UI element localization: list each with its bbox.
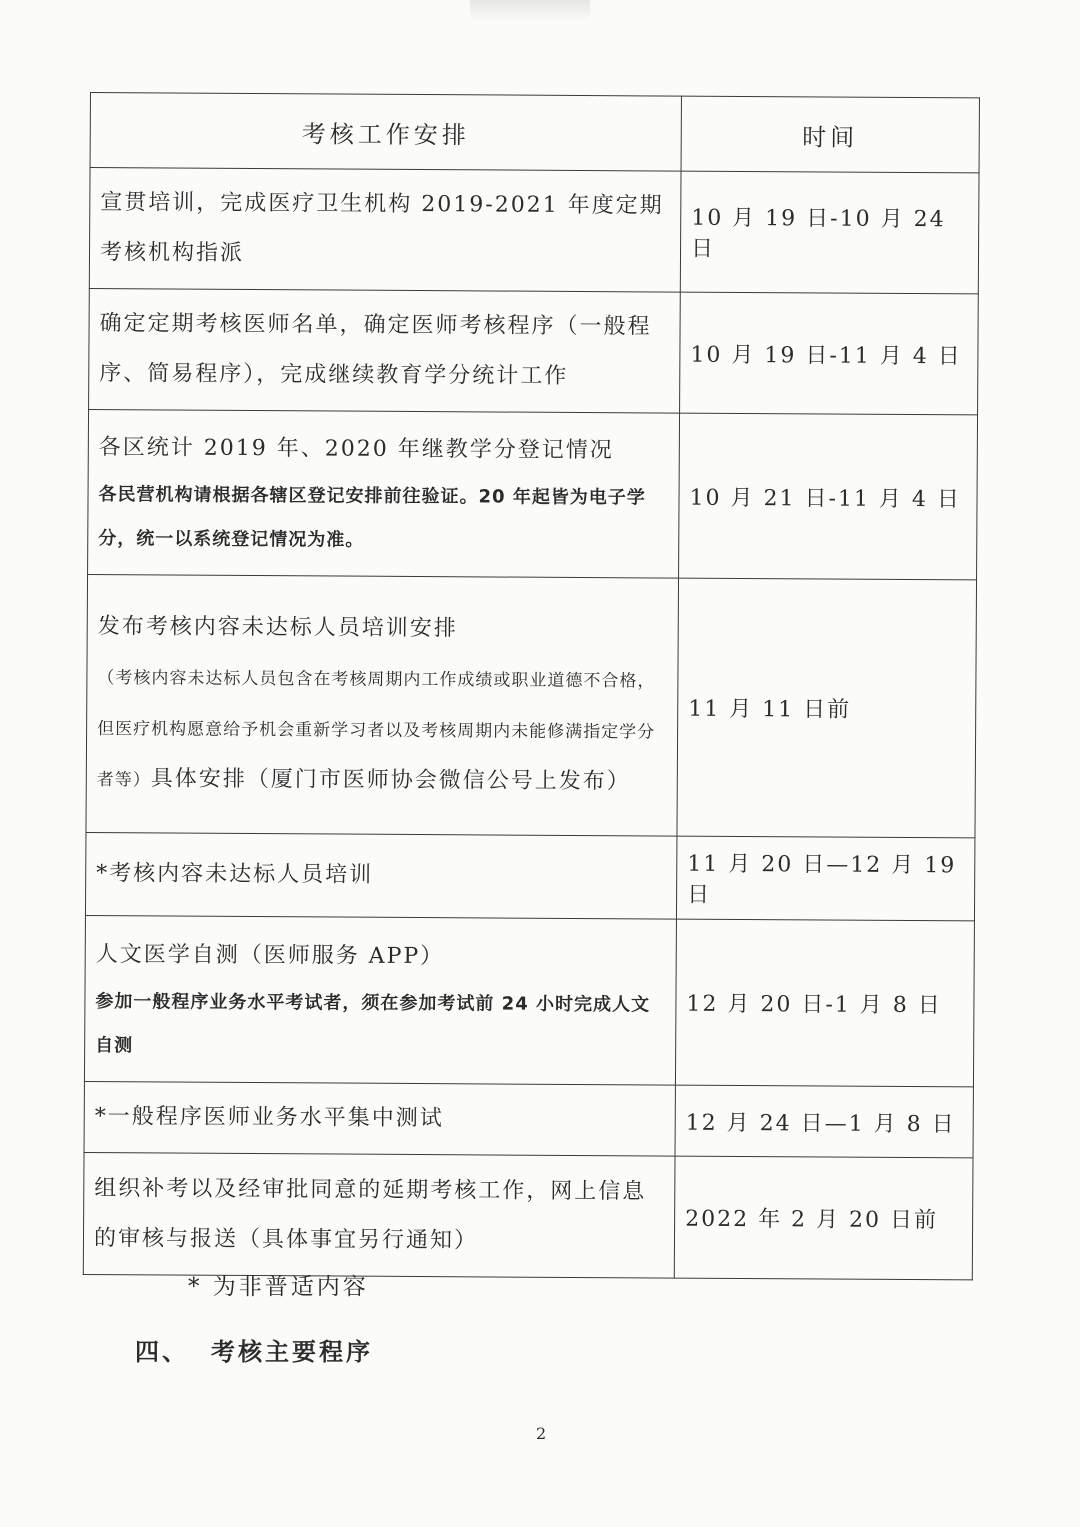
task-text: 组织补考以及经审批同意的延期考核工作，网上信息的审核与报送（具体事宜另行通知） [93, 1175, 647, 1253]
task-text: 宣贯培训，完成医疗卫生机构 2019-2021 年度定期考核机构指派 [99, 190, 664, 266]
time-cell: 10 月 19 日-11 月 4 日 [680, 292, 979, 415]
task-text: 确定定期考核医师名单，确定医师考核程序（一般程序、简易程序），完成继续教育学分统计工作 [99, 311, 652, 389]
time-cell: 12 月 24 日—1 月 8 日 [675, 1085, 973, 1158]
section-heading [135, 1332, 373, 1367]
task-cell [89, 288, 681, 413]
schedule-table [83, 92, 980, 1280]
task-cell [89, 168, 681, 293]
section-number: 四、 [135, 1338, 189, 1366]
task-cell [84, 915, 676, 1085]
task-cell [84, 1081, 675, 1156]
table-row [83, 1152, 973, 1279]
task-text-tail: 具体安排（厦门市医师协会微信公号上发布） [150, 766, 631, 795]
table-row [88, 409, 978, 579]
time-cell: 11 月 11 日前 [677, 578, 977, 838]
table-row [85, 832, 974, 920]
task-note: （考核内容未达标人员包含在考核周期内工作成绩或职业道德不合格，但医疗机构愿意给予机会重新学习者以及考核周期内未能修满指定学分者等） [96, 668, 656, 791]
task-note: 各民营机构请根据各辖区登记安排前往验证。20 年起皆为电子学分，统一以系统登记情况为准。 [98, 484, 646, 551]
table-row [89, 288, 979, 414]
task-text: *考核内容未达标人员培训 [96, 861, 374, 888]
task-text: *一般程序医师业务水平集中测试 [94, 1104, 444, 1132]
table-row [84, 915, 974, 1086]
scan-smudge [470, 0, 590, 22]
task-cell [86, 574, 679, 836]
table-row [84, 1081, 973, 1157]
table-row [89, 168, 979, 294]
task-cell [88, 409, 680, 578]
time-cell: 10 月 21 日-11 月 4 日 [679, 413, 978, 580]
header-time: 时间 [681, 96, 979, 173]
time-cell: 11 月 20 日—12 月 19 日 [676, 836, 975, 921]
time-cell: 12 月 20 日-1 月 8 日 [675, 919, 974, 1087]
header-task: 考核工作安排 [90, 93, 681, 172]
task-note: 参加一般程序业务水平考试者，须在参加考试前 24 小时完成人文自测 [95, 990, 651, 1056]
table-header-row [90, 93, 979, 173]
time-cell: 10 月 19 日-10 月 24 日 [680, 171, 979, 294]
task-text: 各区统计 2019 年、2020 年继教学分登记情况 [98, 435, 614, 464]
time-cell: 2022 年 2 月 20 日前 [674, 1156, 973, 1280]
task-cell [83, 1152, 675, 1278]
table-row [86, 574, 977, 837]
task-cell [85, 832, 676, 919]
task-text: 人文医学自测（医师服务 APP） [95, 941, 445, 969]
page-number: 2 [536, 1424, 547, 1443]
section-title: 考核主要程序 [211, 1338, 373, 1366]
task-text: 发布考核内容未达标人员培训安排 [97, 614, 458, 642]
footnote: * 为非普适内容 [188, 1274, 369, 1300]
